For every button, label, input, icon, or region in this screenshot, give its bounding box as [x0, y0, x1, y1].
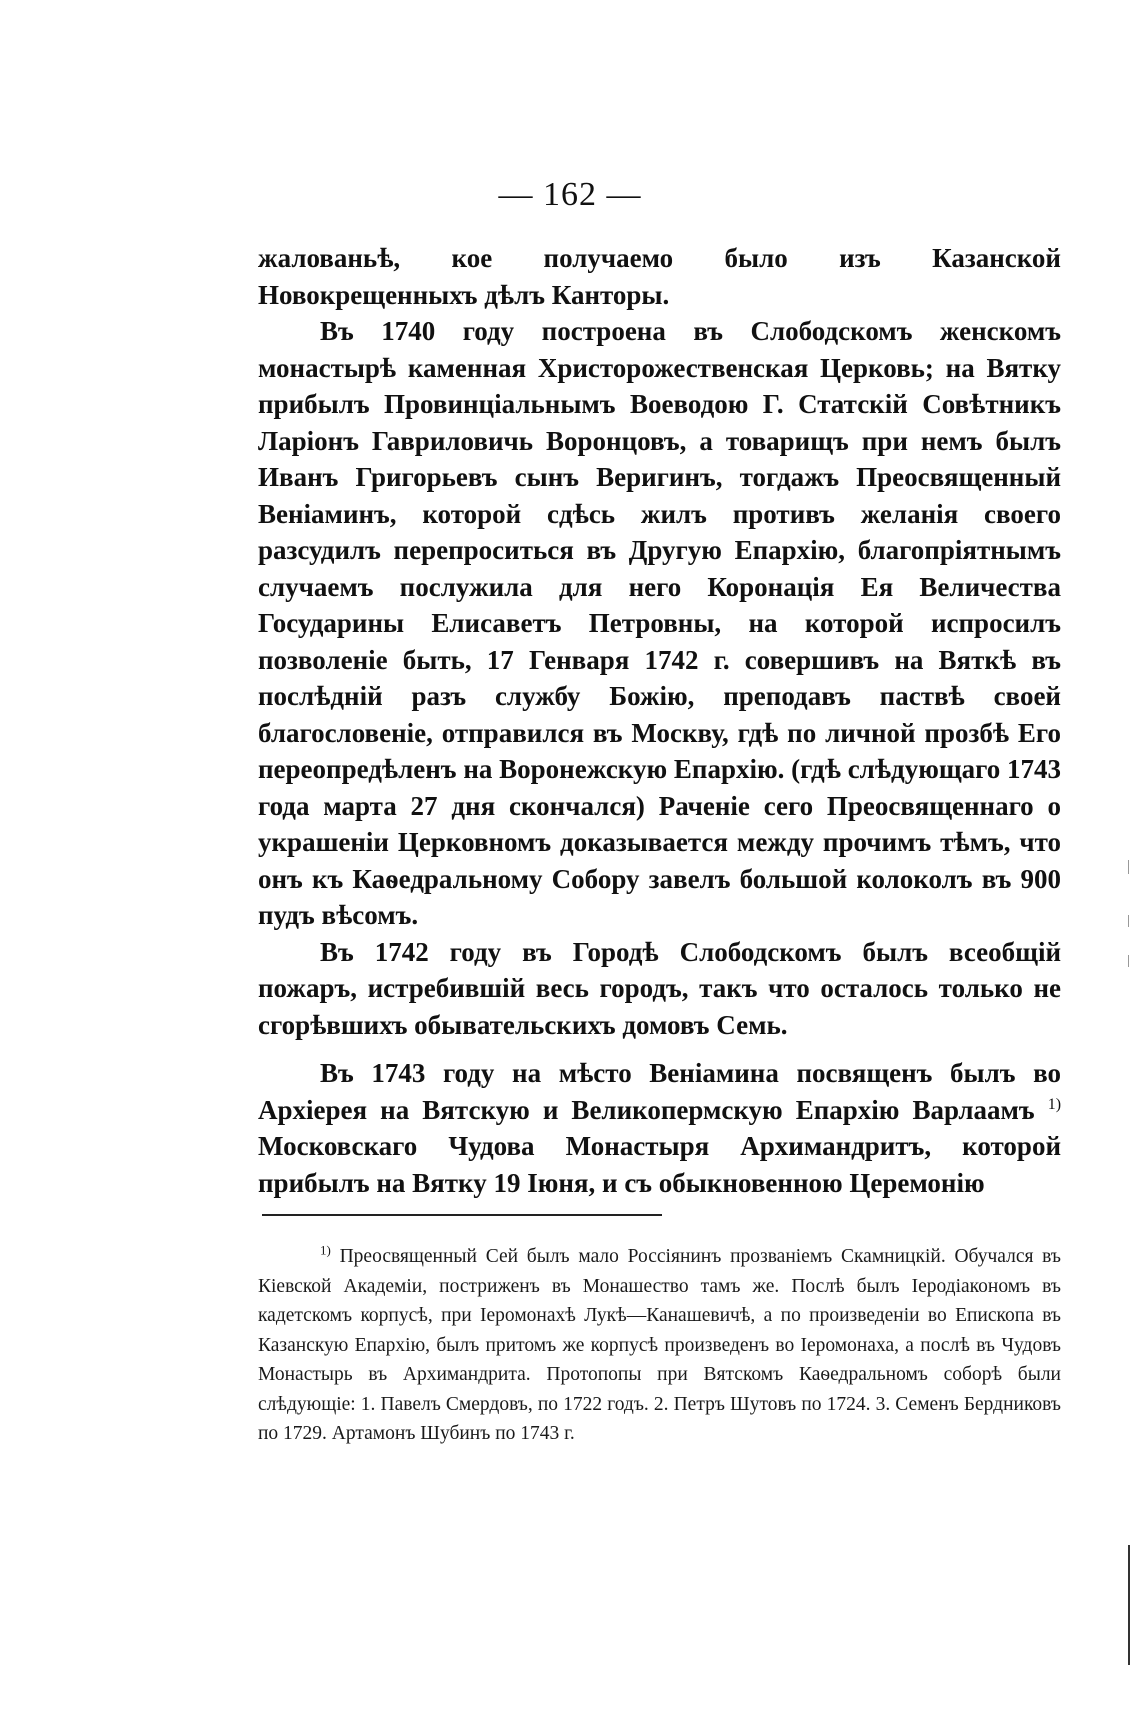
scan-edge-mark — [1128, 955, 1129, 967]
footnote-text: Преосвященный Сей былъ мало Россіянинъ прозваніемъ Скамницкій. Обучался въ Кіевской Академіи, постриженъ въ Монашество тамъ же. Послѣ былъ Іеродіакономъ въ кадетскомъ корпусѣ, при Іеромонахѣ Лукѣ—Канашевичѣ, а по произведеніи во Епископа въ Казанскую Епархію, былъ притомъ же корпусѣ произведенъ во Іеромонаха, а послѣ въ Чудовъ Монастырь въ Архимандрита. Протопопы при Вятскомъ Каѳедральномъ соборѣ были слѣдующіе: 1. Павелъ Смердовъ, по 1722 годъ. 2. Петръ Шутовъ по 1724. 3. Семенъ Бердниковъ по 1729. Артамонъ Шубинъ по 1743 г. — [258, 1246, 1061, 1444]
footnote-divider — [262, 1214, 662, 1216]
paragraph-1743-end: Московскаго Чудова Монастыря Архимандритъ, которой прибылъ на Вятку 19 Іюня, и съ обыкновенною Церемонію — [258, 1131, 1061, 1198]
page-number: — 162 — — [498, 176, 642, 213]
footnote — [258, 1242, 1061, 1449]
scan-edge-mark — [1128, 915, 1129, 927]
paragraph-1740: Въ 1740 году построена въ Слободскомъ женскомъ монастырѣ каменная Христорожественская Церковь; на Вятку прибылъ Провинціальнымъ Воеводою Г. Статскій Совѣтникъ Ларіонъ Гавриловичь Воронцовъ, а товарищъ при немъ былъ Иванъ Григорьевъ сынъ Веригинъ, тогдажъ Преосвященный Веніаминъ, которой сдѣсь жилъ противъ желанія своего разсудилъ перепроситься въ Другую Епархію, благопріятнымъ случаемъ послужила для него Коронація Ея Величества Государины Елисаветъ Петровны, на которой испросилъ позволеніе быть, 17 Генваря 1742 г. совершивъ на Вяткѣ въ послѣдній разъ службу Божію, преподавъ паствѣ своей благословеніе, отправился въ Москву, гдѣ по личной прозбѣ Его переопредѣленъ на Воронежскую Епархію. (гдѣ слѣдующаго 1743 года марта 27 дня скончался) Раченіе сего Преосвященнаго о украшеніи Церковномъ доказывается между прочимъ тѣмъ, что онъ къ Каѳедральному Собору завелъ большой колоколъ въ 900 пудъ вѣсомъ. — [258, 316, 1061, 930]
paragraph-continuation: жалованьѣ, кое получаемо было изъ Казанской Новокрещенныхъ дѣлъ Канторы. — [258, 243, 1061, 310]
main-text — [258, 240, 1061, 1201]
footnote-reference[interactable]: 1) — [1047, 1095, 1062, 1113]
footnote-paragraph — [258, 1242, 1061, 1449]
paragraph-1742: Въ 1742 году въ Городѣ Слободскомъ былъ всеобщій пожаръ, истребившій весь городъ, такъ что осталось только не сгорѣвшихъ обывательскихъ домовъ Семь. — [258, 936, 1061, 1040]
paragraph-1743-start: Въ 1743 году на мѣсто Веніамина посвященъ былъ во Архіерея на Вятскую и Великопермскую Епархію Варлаамъ — [258, 1058, 1061, 1125]
paragraph-1743 — [258, 1055, 1061, 1201]
scan-edge-mark — [1128, 860, 1129, 874]
scan-edge-mark — [1128, 1545, 1130, 1665]
footnote-marker: 1) — [320, 1242, 331, 1258]
